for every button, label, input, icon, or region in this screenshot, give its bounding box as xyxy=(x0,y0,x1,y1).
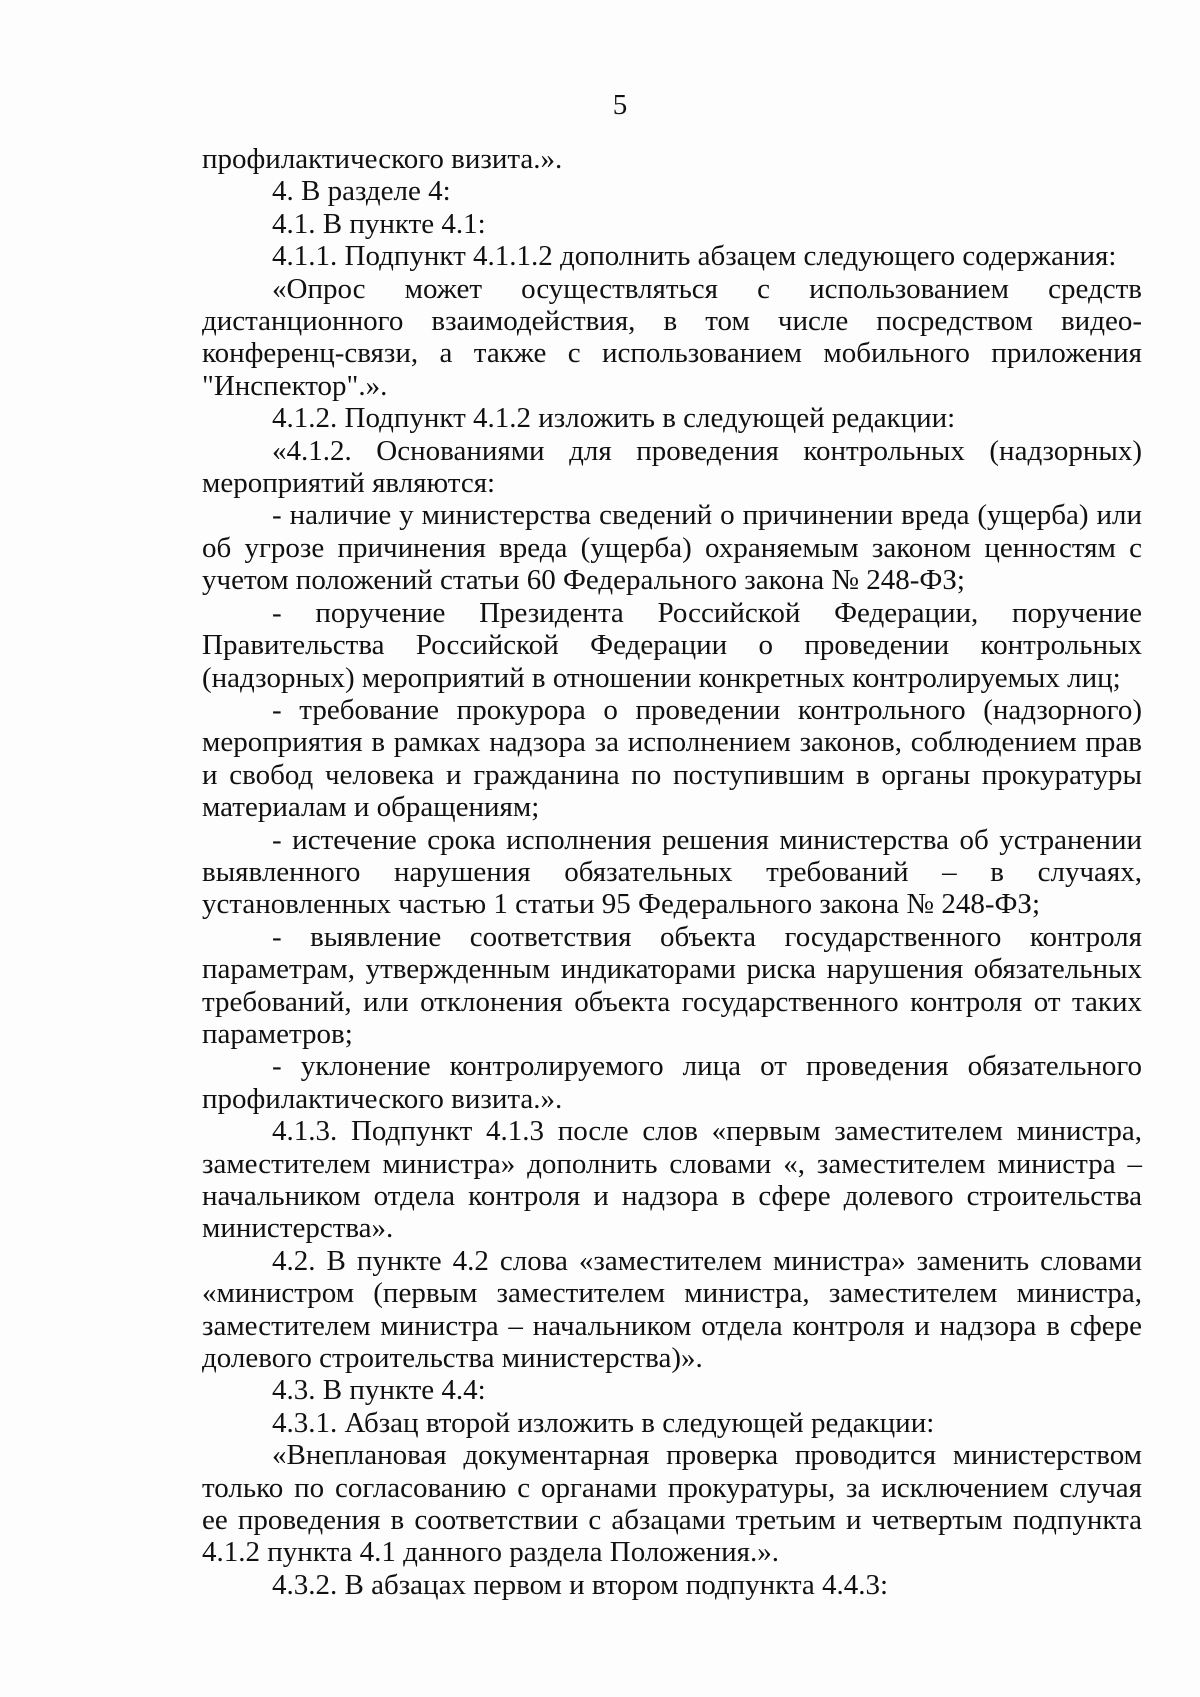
paragraph: «Опрос может осуществляться с использованием средств дистанционного взаимодействия, в том числе посредством видео-конференц-связи, а также с использованием мобильного приложения "Инспектор".». xyxy=(202,272,1142,402)
paragraph: - истечение срока исполнения решения министерства об устранении выявленного нарушения обязательных требований – в случаях, установленных частью 1 статьи 95 Федерального закона № 248-ФЗ; xyxy=(202,823,1142,921)
paragraph: 4.3. В пункте 4.4: xyxy=(272,1374,486,1407)
paragraph: - уклонение контролируемого лица от проведения обязательного профилактического визита.». xyxy=(202,1050,1142,1115)
document-body xyxy=(202,143,1142,1601)
paragraph: - выявление соответствия объекта государственного контроля параметрам, утвержденным индикаторами риска нарушения обязательных требований, или отклонения объекта государственного контроля от таких параметров; xyxy=(202,920,1142,1050)
paragraph: 4.1.1. Подпункт 4.1.1.2 дополнить абзацем следующего содержания: xyxy=(272,240,1117,273)
paragraph: 4.1.3. Подпункт 4.1.3 после слов «первым заместителем министра, заместителем министра» дополнить словами «, заместителем министра – начальником отдела контроля и надзора в сфере долевого строительства министерства». xyxy=(202,1115,1142,1245)
paragraph: «4.1.2. Основаниями для проведения контрольных (надзорных) мероприятий являются: xyxy=(202,434,1142,500)
page-number: 5 xyxy=(612,89,628,121)
paragraph: 4.3.1. Абзац второй изложить в следующей редакции: xyxy=(272,1406,935,1439)
paragraph: - поручение Президента Российской Федерации, поручение Правительства Российской Федерации о проведении контрольных (надзорных) мероприятий в отношении конкретных контролируемых лиц; xyxy=(202,596,1142,694)
paragraph: 4. В разделе 4: xyxy=(272,175,451,208)
paragraph: 4.3.2. В абзацах первом и втором подпункта 4.4.3: xyxy=(272,1568,889,1601)
paragraph: профилактического визита.». xyxy=(202,143,563,175)
paragraph: 4.1. В пункте 4.1: xyxy=(272,207,486,240)
paragraph: - наличие у министерства сведений о причинении вреда (ущерба) или об угрозе причинения вреда (ущерба) охраняемым законом ценностям с учетом положений статьи 60 Федерального закона № 248-ФЗ; xyxy=(202,499,1142,597)
paragraph: - требование прокурора о проведении контрольного (надзорного) мероприятия в рамках надзора за исполнением законов, соблюдением прав и свобод человека и гражданина по поступившим в органы прокуратуры материалам и обращениям; xyxy=(202,693,1142,824)
paragraph: «Внеплановая документарная проверка проводится министерством только по согласованию с органами прокуратуры, за исключением случая ее проведения в соответствии с абзацами третьим и четвертым подпункта 4.1.2 пункта 4.1 данного раздела Положения.». xyxy=(202,1439,1142,1569)
paragraph: 4.2. В пункте 4.2 слова «заместителем министра» заменить словами «министром (первым заместителем министра, заместителем министра, заместителем министра – начальником отдела контроля и надзора в сфере долевого строительства министерства)». xyxy=(202,1244,1142,1375)
paragraph: 4.1.2. Подпункт 4.1.2 изложить в следующей редакции: xyxy=(272,402,956,435)
